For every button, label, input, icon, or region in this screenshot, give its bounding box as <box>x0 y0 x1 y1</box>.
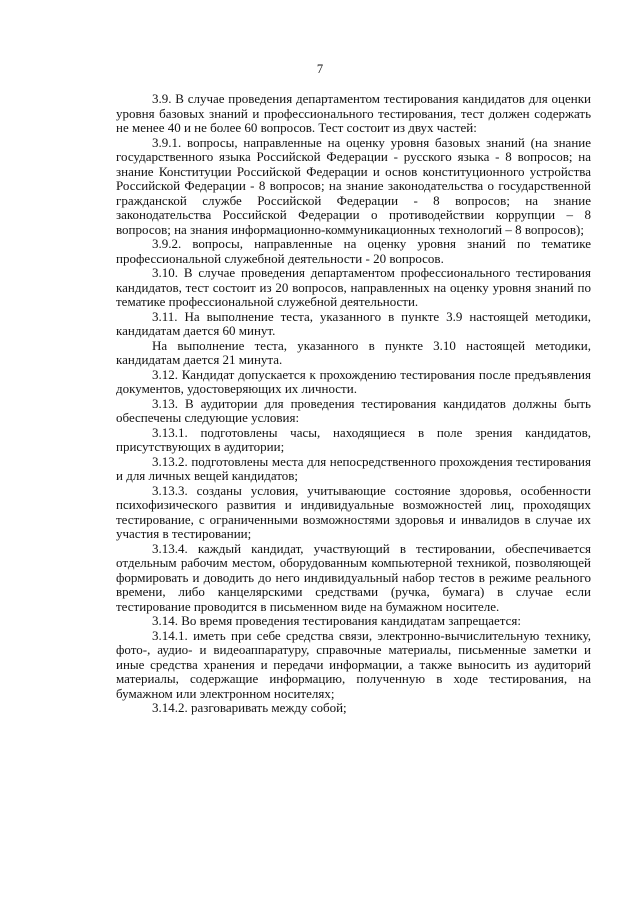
paragraph-3-13-2: 3.13.2. подготовлены места для непосредственного прохождения тестирования и для личных вещей кандидатов; <box>116 453 591 483</box>
paragraph-3-9-2: 3.9.2. вопросы, направленные на оценку уровня знаний по тематике профессиональной служебной деятельности - 20 вопросов. <box>116 236 591 266</box>
paragraph-3-10: 3.10. В случае проведения департаментом профессионального тестирования кандидатов, тест состоит из 20 вопросов, направленных на оценку уровня знаний по тематике профессиональной служебной деятельности. <box>116 265 591 309</box>
paragraph-3-13: 3.13. В аудитории для проведения тестирования кандидатов должны быть обеспечены следующие условия: <box>116 395 591 425</box>
paragraph-3-14-1: 3.14.1. иметь при себе средства связи, электронно-вычислительную технику, фото-, аудио- и видеоаппаратуру, справочные материалы, письменные заметки и иные средства хранения и передачи информации, а также выносить из аудиторий материалы, содержащие информацию, полученную в ходе тестирования, на бумажном или электронном носителях; <box>116 627 591 701</box>
paragraph-3-14: 3.14. Во время проведения тестирования кандидатам запрещается: <box>152 613 522 628</box>
paragraph-3-12: 3.12. Кандидат допускается к прохождению тестирования после предъявления документов, удостоверяющих их личности. <box>116 366 591 396</box>
paragraph-3-9-1: 3.9.1. вопросы, направленные на оценку уровня базовых знаний (на знание государственного языка Российской Федерации - русского языка - 8 вопросов; на знание Конституции Российской Федерации и основ конституционного устройства Российской Федерации - 8 вопросов; на знание законодательства о государственной гражданской службе Российской Федерации - 8 вопросов; на знание законодательства Российской Федерации о противодействии коррупции – 8 вопросов; на знания информационно-коммуникационных технологий – 8 вопросов); <box>116 134 591 237</box>
paragraph-3-13-1: 3.13.1. подготовлены часы, находящиеся в поле зрения кандидатов, присутствующих в аудитории; <box>116 424 591 454</box>
paragraph-3-13-4: 3.13.4. каждый кандидат, участвующий в тестировании, обеспечивается отдельным рабочим местом, оборудованным компьютерной техникой, позволяющей формировать и доводить до него индивидуальный набор тестов в режиме реального времени, либо канцелярскими средствами (ручка, бумага) в случае если тестирование проводится в письменном виде на бумажном носителе. <box>116 540 591 614</box>
paragraph-3-13-3: 3.13.3. созданы условия, учитывающие состояние здоровья, особенности психофизического развития и индивидуальные возможностей лиц, проходящих тестирование, с ограниченными возможностями здоровья и инвалидов в случае их участия в тестировании; <box>116 482 591 541</box>
paragraph-3-14-2: 3.14.2. разговаривать между собой; <box>152 700 347 715</box>
paragraph-3-9: 3.9. В случае проведения департаментом тестирования кандидатов для оценки уровня базовых знаний и профессионального тестирования, тест должен содержать не менее 40 и не более 60 вопросов. Тест состоит из двух частей: <box>116 91 591 135</box>
document-body <box>116 92 591 716</box>
paragraph-3-11-cont: На выполнение теста, указанного в пункте 3.10 настоящей методики, кандидатам дается 21 минута. <box>116 337 591 367</box>
page-number: 7 <box>316 62 324 76</box>
paragraph-3-11: 3.11. На выполнение теста, указанного в пункте 3.9 настоящей методики, кандидатам дается 60 минут. <box>116 308 591 338</box>
